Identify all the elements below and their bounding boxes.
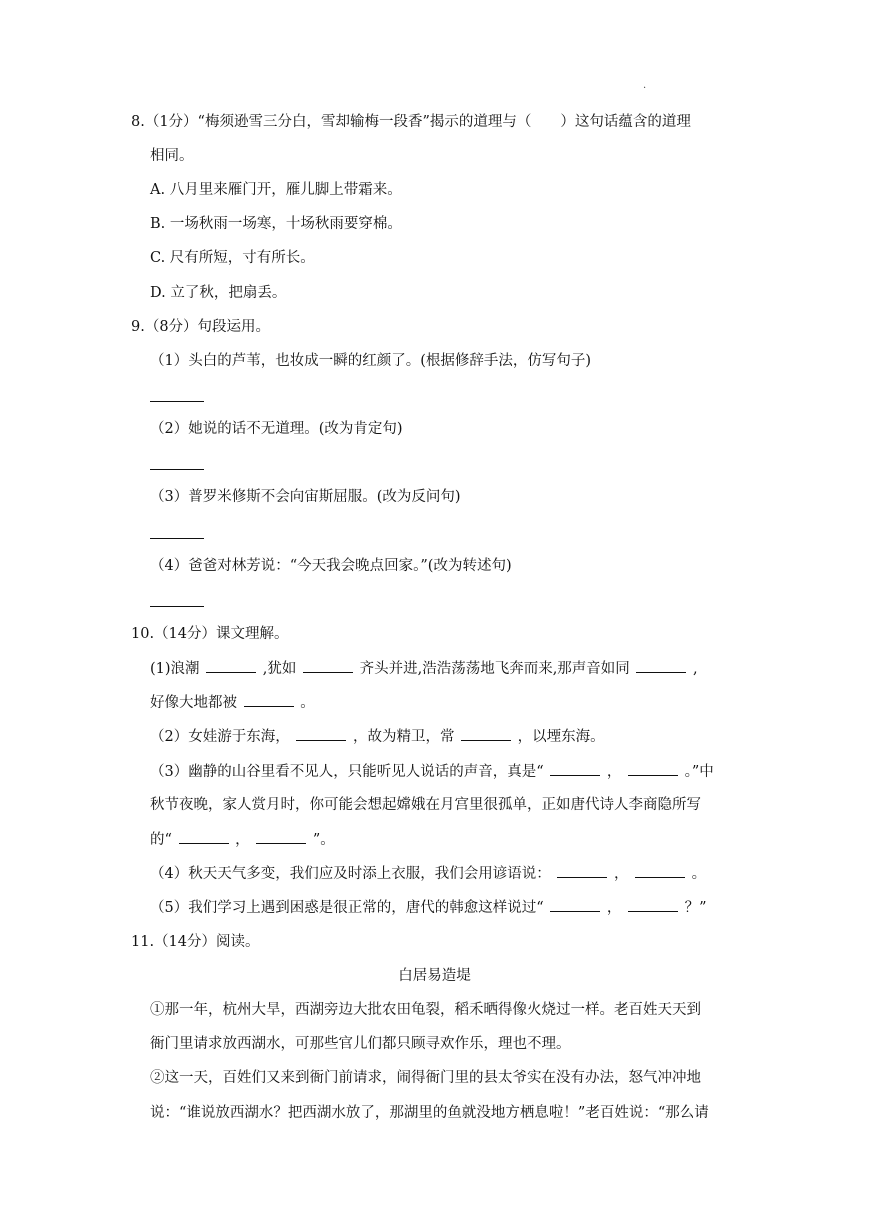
q8-stem-cont: 相同。	[150, 148, 194, 164]
q10-5-text-a: （5）我们学习上遇到困惑是很正常的，唐代的韩愈这样说过“	[150, 900, 544, 916]
q9-answer-line-2[interactable]	[150, 469, 204, 470]
q10-2-text-b: ，故为精卫，常	[352, 729, 455, 745]
q10-3-text-a: （3）幽静的山谷里看不见人，只能听见人说话的声音，真是“	[150, 764, 544, 780]
q10-item-1-cont	[150, 692, 315, 713]
q10-3-text-c: 。”中	[684, 764, 714, 780]
q10-4-text-b: ，	[613, 866, 629, 882]
q10-1-blank-2[interactable]	[303, 658, 353, 673]
q9-item-4: （4）爸爸对林芳说：“今天我会晚点回家。”(改为转述句)	[150, 558, 512, 574]
q9-item-1: （1）头白的芦苇，也妆成一瞬的红颜了。(根据修辞手法，仿写句子)	[150, 353, 592, 369]
q9-title: 9.（8分）句段运用。	[131, 319, 271, 335]
q10-2-text-a: （2）女娃游于东海，	[150, 729, 290, 745]
q10-item-5	[150, 897, 707, 918]
q9-answer-line-3[interactable]	[150, 538, 204, 539]
article-para-2-cont: 说：“谁说放西湖水？把西湖水放了，那湖里的鱼就没地方栖息啦！”老百姓说：“那么请	[150, 1105, 709, 1121]
q10-3-blank-2[interactable]	[628, 761, 678, 776]
article-para-1: ①那一年，杭州大旱，西湖旁边大批农田龟裂，稻禾晒得像火烧过一样。老百姓天天到	[150, 1002, 701, 1018]
q9-answer-line-1[interactable]	[150, 401, 204, 402]
q10-3-blank-3[interactable]	[179, 829, 229, 844]
q8-option-a[interactable]: A. 八月里来雁门开，雁儿脚上带霜来。	[150, 182, 402, 198]
q10-5-blank-1[interactable]	[550, 897, 600, 912]
q10-1-text-a: (1)浪潮	[150, 661, 200, 677]
q10-1-blank-1[interactable]	[206, 658, 256, 673]
q10-4-blank-1[interactable]	[557, 863, 607, 878]
q10-1-text-d: ,	[693, 661, 698, 677]
q10-5-text-b: ，	[606, 900, 622, 916]
q10-item-1	[150, 658, 698, 679]
q9-item-2: （2）她说的话不无道理。(改为肯定句)	[150, 421, 403, 437]
article-para-2: ②这一天，百姓们又来到衙门前请求，闹得衙门里的县太爷实在没有办法，怒气冲冲地	[150, 1070, 701, 1086]
q10-item-4	[150, 863, 706, 884]
q10-4-blank-2[interactable]	[635, 863, 685, 878]
q10-3-blank-1[interactable]	[550, 761, 600, 776]
q10-3-text-f: ，	[235, 832, 250, 848]
article-title: 白居易造堤	[398, 968, 471, 984]
q9-answer-line-4[interactable]	[150, 606, 204, 607]
q10-3-text-b: ，	[606, 764, 622, 780]
q11-title: 11.（14分）阅读。	[131, 934, 260, 950]
q10-2-blank-1[interactable]	[296, 726, 346, 741]
q10-4-text-c: 。	[691, 866, 707, 882]
q10-3-text-g: ”。	[312, 832, 335, 848]
q10-2-blank-2[interactable]	[461, 726, 511, 741]
article-para-1-cont: 衙门里请求放西湖水，可那些官儿们都只顾寻欢作乐，理也不理。	[150, 1036, 571, 1052]
q10-title: 10.（14分）课文理解。	[131, 626, 289, 642]
q10-1-blank-3[interactable]	[636, 658, 686, 673]
q10-3-blank-4[interactable]	[256, 829, 306, 844]
q10-1-text-e: 好像大地都被	[150, 695, 237, 711]
q10-1-text-c: 齐头并进,浩浩荡荡地飞奔而来,那声音如同	[359, 661, 630, 677]
q10-1-text-f: 。	[300, 695, 315, 711]
page-mark: .	[643, 80, 647, 91]
q8-stem: 8.（1分）“梅须逊雪三分白，雪却输梅一段香”揭示的道理与（ ）这句话蕴含的道理	[131, 114, 691, 130]
q8-option-d[interactable]: D. 立了秋，把扇丢。	[150, 285, 287, 301]
q10-3-text-e: 的“	[150, 832, 172, 848]
q10-1-blank-4[interactable]	[244, 692, 294, 707]
q10-item-3	[150, 761, 714, 782]
q10-2-text-c: ，以堙东海。	[517, 729, 605, 745]
q10-item-3-cont2	[150, 829, 335, 850]
q8-option-b[interactable]: B. 一场秋雨一场寒，十场秋雨要穿棉。	[150, 216, 402, 232]
q10-item-2	[150, 726, 605, 747]
q10-4-text-a: （4）秋天天气多变，我们应及时添上衣服，我们会用谚语说：	[150, 866, 551, 882]
q10-item-3-cont: 秋节夜晚，家人赏月时，你可能会想起嫦娥在月宫里很孤单，正如唐代诗人李商隐所写	[150, 797, 701, 813]
q8-option-c[interactable]: C. 尺有所短，寸有所长。	[150, 250, 315, 266]
q10-5-blank-2[interactable]	[628, 897, 678, 912]
q10-1-text-b: ,犹如	[262, 661, 297, 677]
q9-item-3: （3）普罗米修斯不会向宙斯屈服。(改为反问句)	[150, 489, 461, 505]
q10-5-text-c: ？”	[684, 900, 707, 916]
